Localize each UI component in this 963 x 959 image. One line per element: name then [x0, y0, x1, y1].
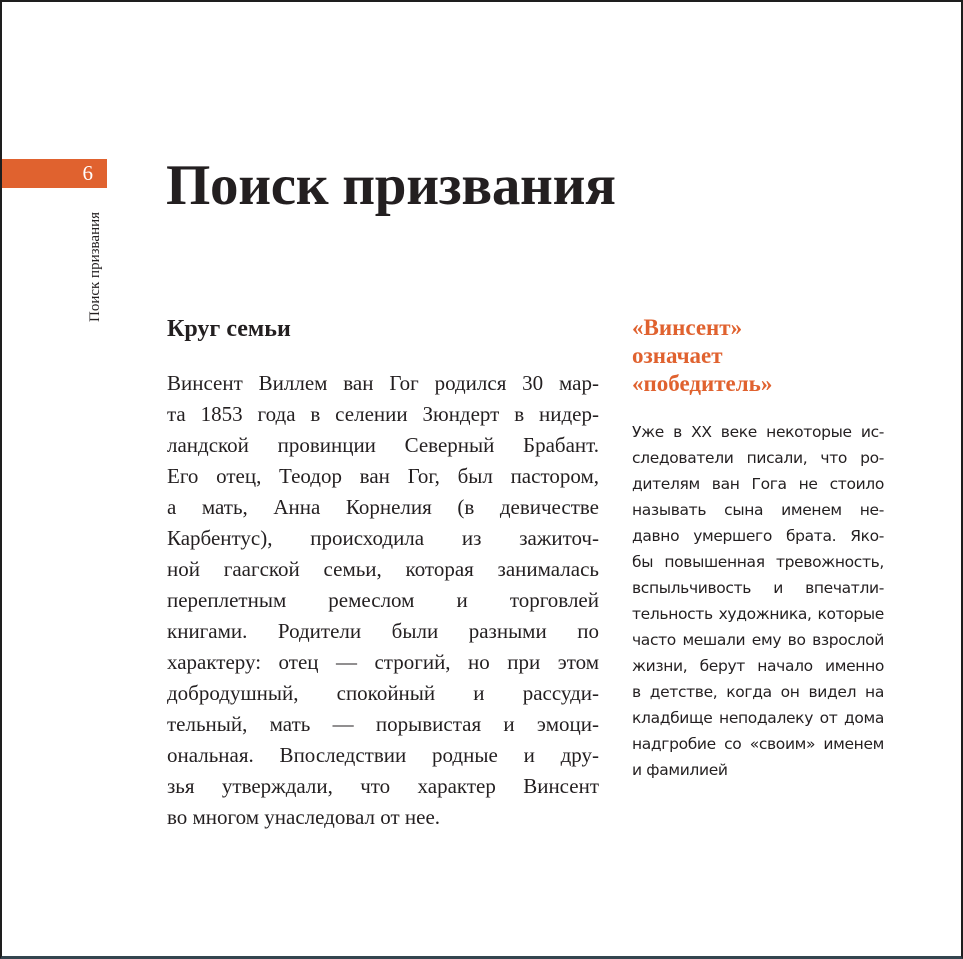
sidebar-heading [632, 314, 884, 398]
sidebar-line: дителям ван Гога не стоило [632, 475, 884, 493]
sidebar-line: вспыльчивость и впечатли- [632, 579, 884, 597]
body-line: а мать, Анна Корнелия (в девичестве [167, 495, 599, 519]
body-line: переплетным ремеслом и торговлей [167, 588, 599, 612]
page-number: 6 [82, 161, 93, 185]
sidebar-line: в детстве, когда он видел на [632, 683, 884, 701]
body-line: ландской провинции Северный Брабант. [167, 433, 599, 457]
running-head: Поиск призвания [87, 211, 103, 322]
section-heading: Круг семьи [167, 316, 291, 342]
sidebar-line: жизни, берут начало именно [632, 657, 884, 675]
sidebar-heading-line: означает [632, 343, 723, 368]
body-line: добродушный, спокойный и рассуди- [167, 681, 599, 705]
sidebar-text [632, 419, 884, 783]
sidebar-heading-line: «победитель» [632, 371, 773, 396]
body-line: зья утверждали, что характер Винсент [167, 774, 599, 798]
sidebar-column [632, 314, 884, 783]
sidebar-line: надгробие со «своим» именем [632, 735, 884, 753]
body-line: ональная. Впоследствии родные и дру- [167, 743, 599, 767]
sidebar-line: называть сына именем не- [632, 501, 884, 519]
body-line: ной гаагской семьи, которая занималась [167, 557, 599, 581]
sidebar-line: часто мешали ему во взрослой [632, 631, 884, 649]
body-line: книгами. Родители были разными по [167, 619, 599, 643]
body-line: Карбентус), происходила из зажиточ- [167, 526, 599, 550]
body-line: во многом унаследовал от нее. [167, 805, 441, 829]
sidebar-line: Уже в XX веке некоторые ис- [632, 423, 884, 441]
body-text [167, 368, 599, 833]
main-column [167, 312, 599, 833]
sidebar-line: давно умершего брата. Яко- [632, 527, 884, 545]
page-title: Поиск призвания [166, 154, 616, 217]
body-line: та 1853 года в селении Зюндерт в нидер- [167, 402, 599, 426]
sidebar-line: и фамилией [632, 761, 728, 779]
sidebar-line: тельность художника, которые [632, 605, 884, 623]
page-number-tab [2, 159, 107, 188]
body-line: тельный, мать — порывистая и эмоци- [167, 712, 599, 736]
body-line: характеру: отец — строгий, но при этом [167, 650, 599, 674]
sidebar-line: кладбище неподалеку от дома [632, 709, 884, 727]
body-line: Его отец, Теодор ван Гог, был пастором, [167, 464, 599, 488]
sidebar-line: бы повышенная тревожность, [632, 553, 884, 571]
body-line: Винсент Виллем ван Гог родился 30 мар- [167, 371, 599, 395]
sidebar-line: следователи писали, что ро- [632, 449, 884, 467]
sidebar-heading-line: «Винсент» [632, 315, 743, 340]
